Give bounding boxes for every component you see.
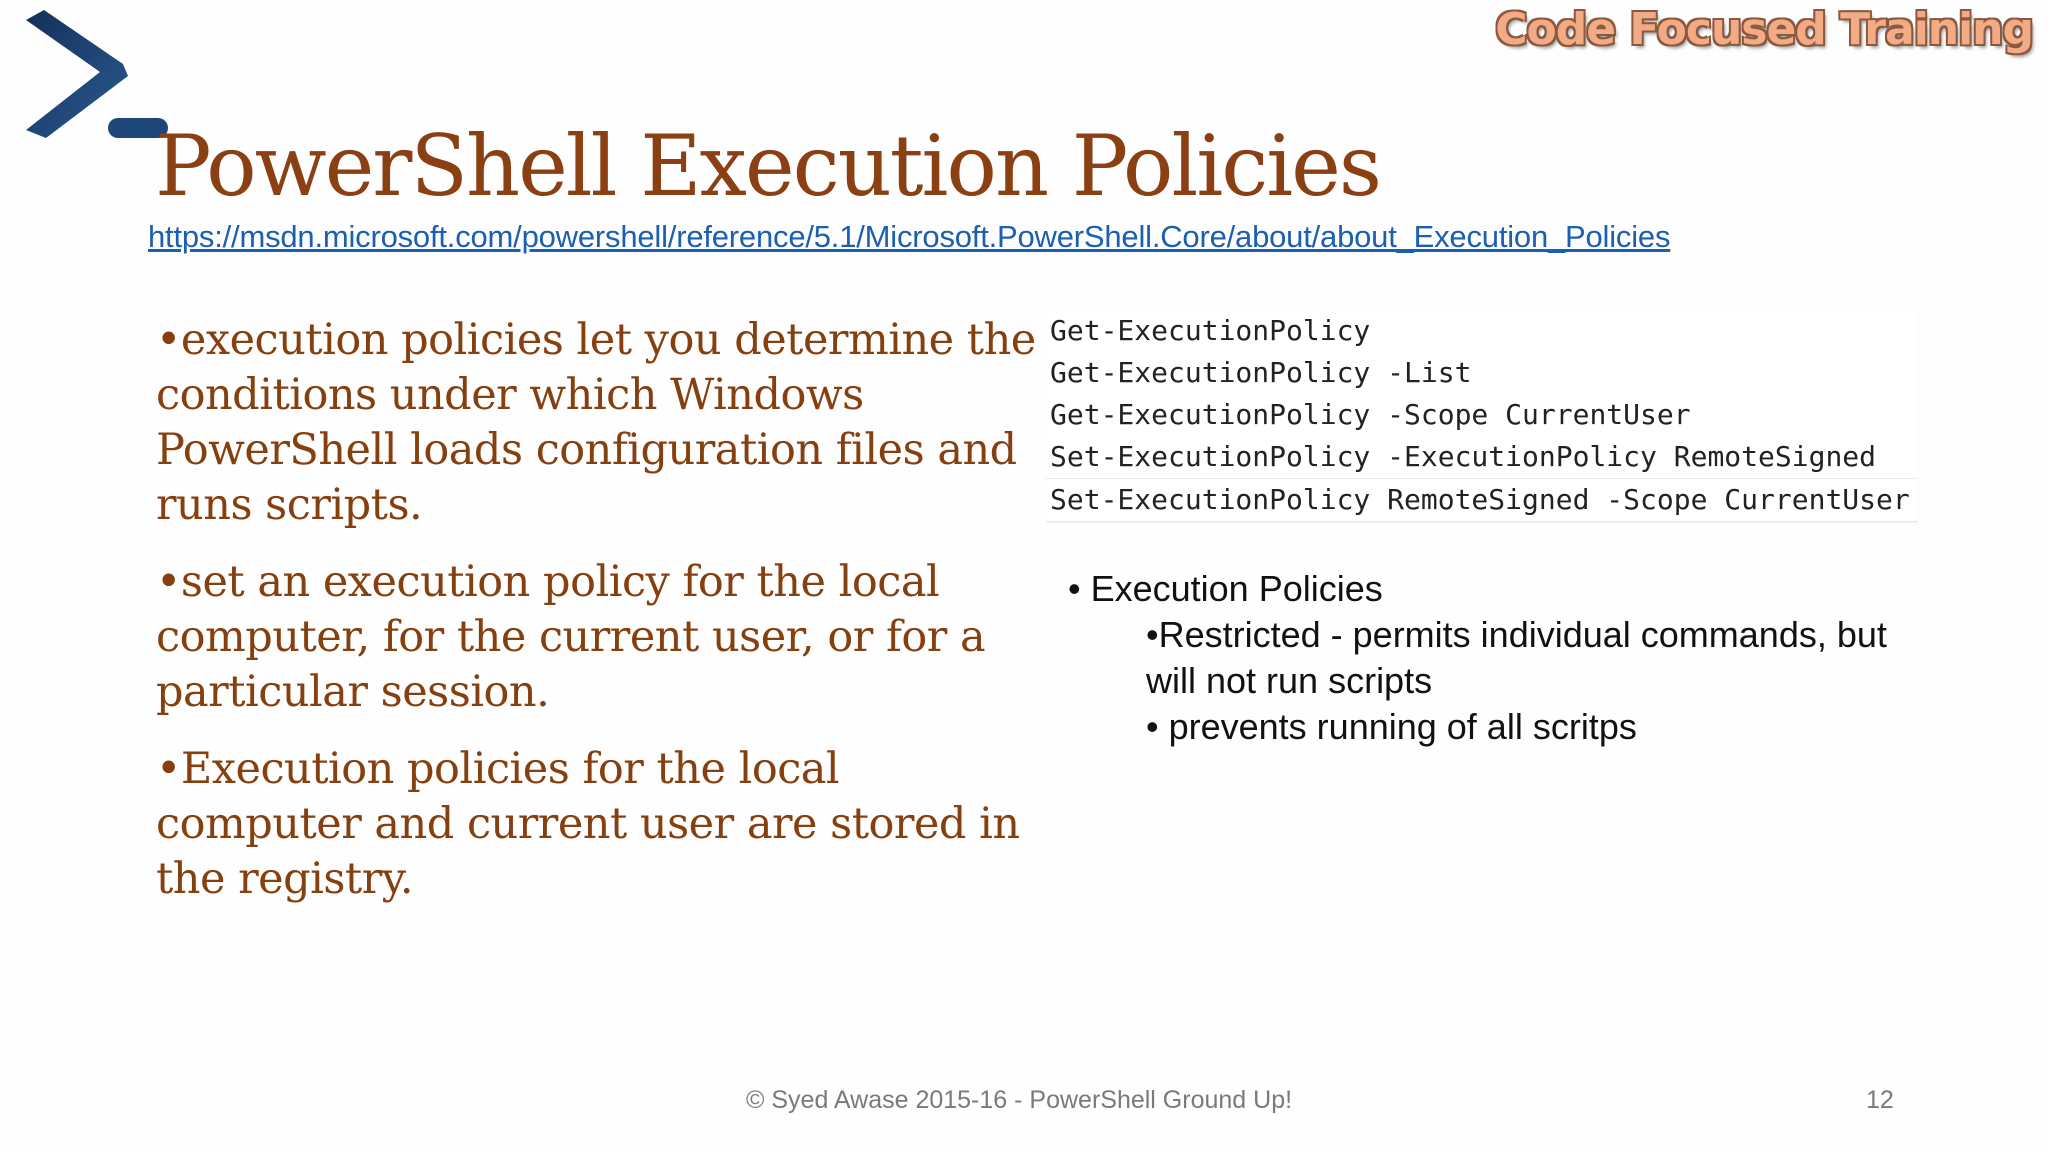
- code-line: Get-ExecutionPolicy -Scope CurrentUser: [1050, 398, 1691, 431]
- code-line: Set-ExecutionPolicy -ExecutionPolicy RemoteSigned: [1050, 440, 1877, 473]
- policy-item: • prevents running of all scritps: [1146, 706, 1637, 747]
- reference-link[interactable]: https://msdn.microsoft.com/powershell/reference/5.1/Microsoft.PowerShell.Core/about/about_Execution_Policies: [148, 219, 1671, 254]
- footer-copyright: © Syed Awase 2015-16 - PowerShell Ground Up!: [746, 1086, 1293, 1114]
- slide-title: PowerShell Execution Policies: [155, 117, 1380, 215]
- code-snippet: [1046, 310, 1918, 522]
- bullet-item: •Execution policies for the local computer and current user are stored in the registry.: [156, 744, 1020, 904]
- policy-item: •Restricted - permits individual commands, but will not run scripts: [1146, 614, 1887, 701]
- brand-logo-text: Code Focused Training: [1495, 4, 2033, 55]
- code-line: Get-ExecutionPolicy -List: [1050, 356, 1472, 389]
- bullet-list: [156, 313, 1036, 929]
- bullet-item: •set an execution policy for the local computer, for the current user, or for a particular session.: [156, 557, 986, 717]
- bullet-item: •execution policies let you determine the conditions under which Windows PowerShell loads configuration files and runs scripts.: [156, 315, 1036, 530]
- policy-list: [1068, 566, 1926, 750]
- powershell-prompt-icon: [18, 6, 168, 141]
- page-number: 12: [1866, 1086, 1894, 1114]
- code-line: Set-ExecutionPolicy RemoteSigned -Scope CurrentUser: [1046, 478, 1918, 522]
- code-line: Get-ExecutionPolicy: [1050, 314, 1371, 347]
- policy-heading: • Execution Policies: [1068, 568, 1383, 609]
